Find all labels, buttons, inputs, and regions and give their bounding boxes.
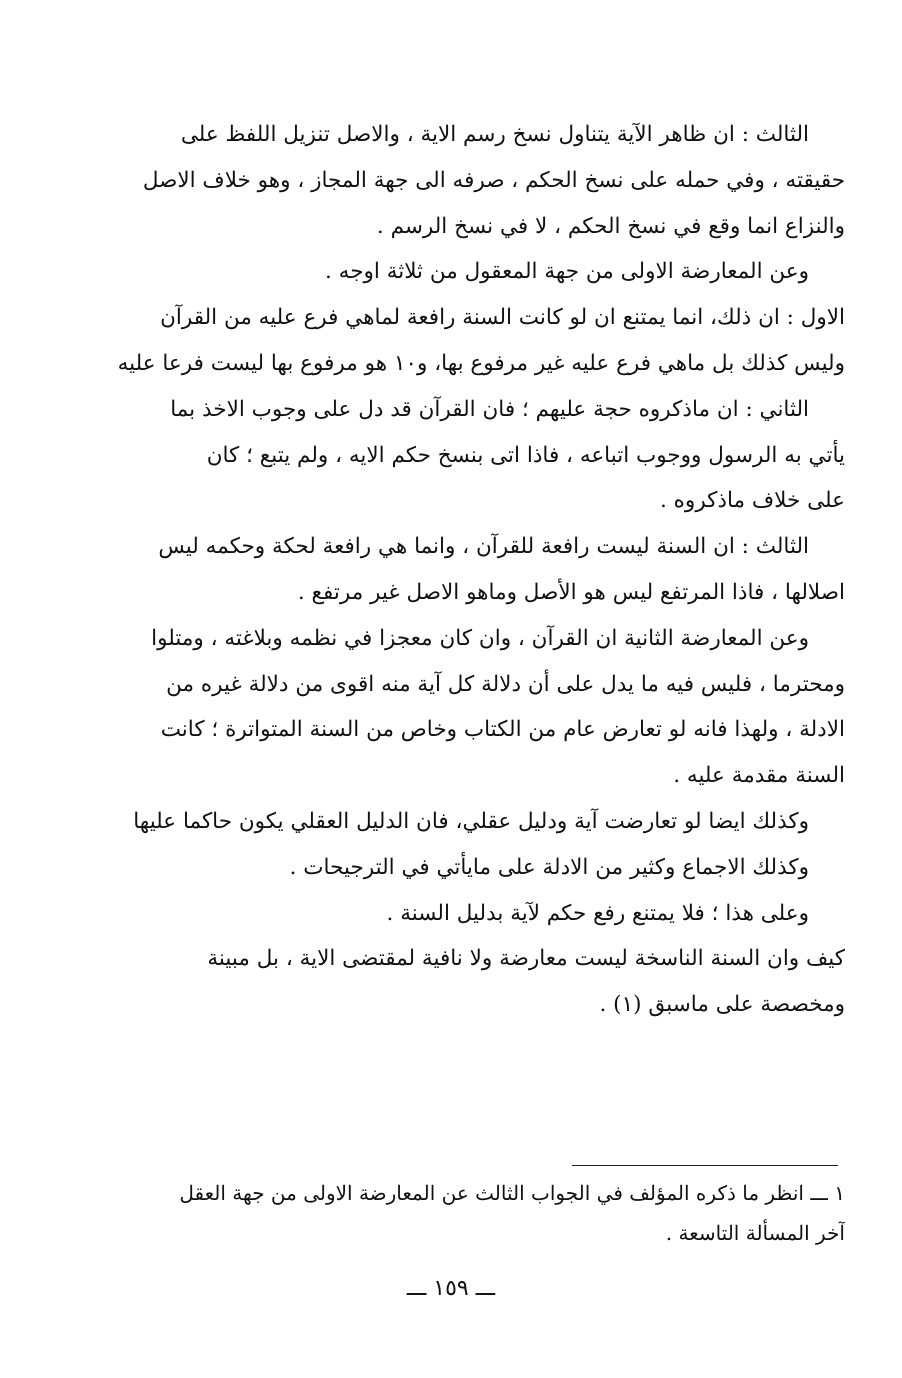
text-line: وعن المعارضة الاولى من جهة المعقول من ثلاثة اوجه . <box>325 259 809 285</box>
text-line: الثاني : ان ماذكروه حجة عليهم ؛ فان القرآن قد دل على وجوب الاخذ بما <box>170 396 809 422</box>
text-line: السنة مقدمة عليه . <box>673 763 845 789</box>
text-line: الثالث : ان السنة ليست رافعة للقرآن ، وانما هي رافعة لحكة وحكمه ليس <box>158 534 809 560</box>
text-line: وكذلك الاجماع وكثير من الادلة على مايأتي في الترجيحات . <box>289 854 809 880</box>
text-line: الثالث : ان ظاهر الآية يتناول نسخ رسم الاية ، والاصل تنزيل اللفظ على <box>180 122 809 147</box>
text-line: الاول : ان ذلك، انما يمتنع ان لو كانت السنة رافعة لماهي فرع عليه من القرآن <box>160 305 845 331</box>
footnote-line: ١ ـــ انظر ما ذكره المؤلف في الجواب الثالث عن المعارضة الاولى من جهة العقل <box>179 1181 845 1205</box>
text-line: وعن المعارضة الثانية ان القرآن ، وان كان معجزا في نظمه وبلاغته ، ومتلوا <box>151 625 809 651</box>
text-line: والنزاع انما وقع في نسخ الحكم ، لا في نسخ الرسم . <box>376 213 845 239</box>
text-line: وليس كذلك بل ماهي فرع عليه غير مرفوع بها، و١٠ هو مرفوع بها ليست فرعا عليه <box>117 350 845 376</box>
footnote-divider <box>572 1165 838 1166</box>
text-line: اصلالها ، فاذا المرتفع ليس هو الأصل وماهو الاصل غير مرتفع . <box>297 579 845 605</box>
footnote-line: آخر المسألة التاسعة . <box>665 1221 845 1245</box>
text-line: على خلاف ماذكروه . <box>660 488 845 514</box>
text-line: وكذلك ايضا لو تعارضت آية ودليل عقلي، فان الدليل العقلي يكون حاكما عليها <box>133 808 809 834</box>
text-line: كيف وان السنة الناسخة ليست معارضة ولا نافية لمقتضى الاية ، بل مبينة <box>207 946 845 972</box>
footnote <box>100 1173 845 1253</box>
text-line: الادلة ، ولهذا فانه لو تعارض عام من الكتاب وخاص من السنة المتواترة ؛ كانت <box>160 717 845 743</box>
text-line: ومخصصة على ماسبق (١) . <box>599 992 845 1018</box>
page-number: ـــ ١٥٩ ـــ <box>406 1276 496 1301</box>
text-line: يأتي به الرسول ووجوب اتباعه ، فاذا اتى بنسخ حكم الايه ، ولم يتبع ؛ كان <box>206 442 845 468</box>
text-line: حقيقته ، وفي حمله على نسخ الحكم ، صرفه الى جهة المجاز ، وهو خلاف الاصل <box>142 167 845 193</box>
text-line: ومحترما ، فليس فيه ما يدل على أن دلالة كل آية منه اقوى من دلالة غيره من <box>166 671 845 697</box>
main-text <box>100 112 845 1028</box>
text-line: وعلى هذا ؛ فلا يمتنع رفع حكم لآية بدليل السنة . <box>386 900 809 926</box>
